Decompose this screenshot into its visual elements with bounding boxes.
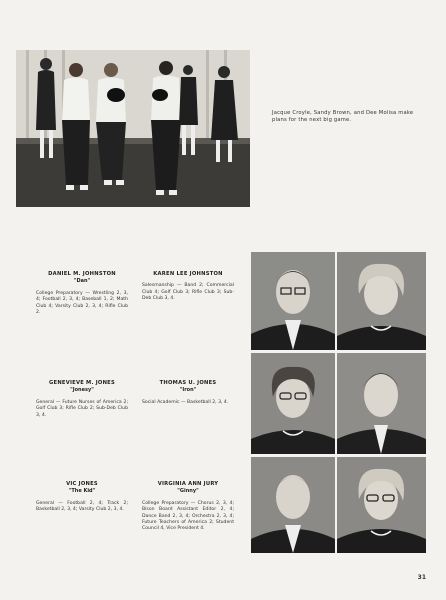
student-activities: Salesmanship — Band 2; Commercial Club 4; Golf Club 3; Rifle Club 3; Sub-Deb Club 3, 4. bbox=[142, 283, 234, 302]
student-entry bbox=[142, 481, 234, 533]
student-nickname: "Iron" bbox=[179, 387, 197, 394]
student-name: DANIEL M. JOHNSTON bbox=[48, 271, 116, 277]
portrait-genevieve-jones bbox=[251, 353, 335, 454]
student-name: KAREN LEE JOHNSTON bbox=[153, 271, 223, 277]
portrait-karen-johnston bbox=[337, 252, 426, 350]
student-entry bbox=[36, 271, 128, 316]
student-name: THOMAS U. JONES bbox=[159, 380, 217, 386]
student-nickname: "Dan" bbox=[73, 278, 91, 285]
student-name: VIC JONES bbox=[66, 481, 98, 487]
student-activities: General — Football 2, 4; Track 2; Basketball 2, 3, 4; Varsity Club 2, 3, 4. bbox=[36, 500, 128, 513]
student-activities: Social Academic — Basketball 2, 3, 4. bbox=[142, 399, 229, 405]
portrait-thomas-jones bbox=[337, 353, 426, 454]
student-nickname: "Jonesy" bbox=[70, 387, 94, 394]
page-number: 31 bbox=[417, 574, 426, 581]
student-entry bbox=[142, 271, 234, 303]
portrait-virginia-jury bbox=[337, 457, 426, 553]
student-entry bbox=[36, 481, 128, 514]
student-entry bbox=[36, 380, 128, 419]
student-nickname: "Ginny" bbox=[177, 488, 199, 495]
student-entry bbox=[142, 380, 234, 406]
group-photo bbox=[16, 50, 250, 207]
student-name: VIRGINIA ANN JURY bbox=[157, 481, 219, 487]
group-photo-caption: Jacque Croyle, Sandy Brown, and Dee Molisa make plans for the next big game. bbox=[272, 110, 414, 123]
student-name: GENEVIEVE M. JONES bbox=[49, 380, 115, 386]
student-activities: General — Future Nurses of America 2; Golf Club 3; Rifle Club 2; Sub-Deb Club 3, 4. bbox=[36, 399, 128, 418]
portrait-daniel-johnston bbox=[251, 252, 335, 350]
student-activities: College Preparatory — Chorus 2, 3, 4; Bison Board Assistant Editor 2, 4; Dance Band 2, 3, 4; Orchestra 2, 3, 4; Future Teachers of America 2; Student Council 4, Vice President 4. bbox=[142, 500, 234, 532]
student-nickname: "The Kid" bbox=[68, 488, 96, 495]
student-activities: College Preparatory — Wrestling 2, 3, 4; Football 2, 3, 4; Baseball 1, 2; Math Club 4; Varsity Club 2, 3, 4; Rifle Club 2. bbox=[36, 290, 128, 316]
portrait-vic-jones bbox=[251, 457, 335, 553]
